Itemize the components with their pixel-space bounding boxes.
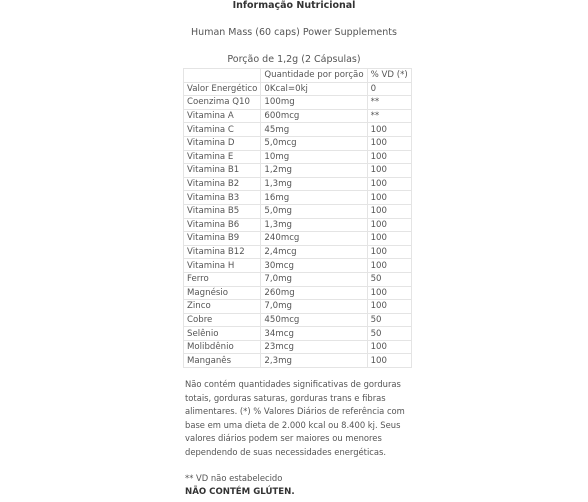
nutrient-name: Vitamina H xyxy=(184,259,261,273)
nutrient-quantity: 10mg xyxy=(261,150,367,164)
column-header-daily-value: % VD (*) xyxy=(367,69,411,83)
nutrient-quantity: 1,3mg xyxy=(261,177,367,191)
nutrient-name: Vitamina E xyxy=(184,150,261,164)
nutrient-daily-value: 100 xyxy=(367,340,411,354)
column-header-quantity: Quantidade por porção xyxy=(261,69,367,83)
table-row xyxy=(184,272,412,286)
nutrient-name: Vitamina B6 xyxy=(184,218,261,232)
table-row xyxy=(184,191,412,205)
nutrient-name: Vitamina D xyxy=(184,136,261,150)
nutrient-quantity: 34mcg xyxy=(261,327,367,341)
nutrient-name: Vitamina B9 xyxy=(184,232,261,246)
nutrient-quantity: 100mg xyxy=(261,96,367,110)
nutrient-daily-value: 100 xyxy=(367,177,411,191)
nutrient-quantity: 0Kcal=0kj xyxy=(261,82,367,96)
nutrient-name: Molibdênio xyxy=(184,340,261,354)
nutrient-daily-value: 100 xyxy=(367,218,411,232)
table-row xyxy=(184,327,412,341)
nutrient-quantity: 600mcg xyxy=(261,109,367,123)
nutrient-quantity: 7,0mg xyxy=(261,300,367,314)
table-row xyxy=(184,218,412,232)
table-row xyxy=(184,150,412,164)
nutrient-quantity: 5,0mg xyxy=(261,204,367,218)
nutrient-quantity: 260mg xyxy=(261,286,367,300)
nutrient-quantity: 450mcg xyxy=(261,313,367,327)
table-row xyxy=(184,109,412,123)
nutrient-name: Zinco xyxy=(184,300,261,314)
nutrient-name: Coenzima Q10 xyxy=(184,96,261,110)
nutrient-daily-value: 100 xyxy=(367,191,411,205)
table-header-row xyxy=(184,69,412,83)
table-row xyxy=(184,96,412,110)
nutrient-daily-value: 100 xyxy=(367,245,411,259)
vd-footnote: ** VD não estabelecido xyxy=(185,473,283,483)
nutrient-daily-value: ** xyxy=(367,96,411,110)
nutrient-daily-value: 100 xyxy=(367,300,411,314)
nutrition-table-body xyxy=(184,82,412,367)
nutrient-daily-value: 100 xyxy=(367,259,411,273)
table-row xyxy=(184,136,412,150)
nutrient-quantity: 5,0mcg xyxy=(261,136,367,150)
nutrient-quantity: 23mcg xyxy=(261,340,367,354)
nutrient-daily-value: 100 xyxy=(367,150,411,164)
nutrient-quantity: 2,4mcg xyxy=(261,245,367,259)
nutrient-name: Vitamina B2 xyxy=(184,177,261,191)
nutrient-quantity: 16mg xyxy=(261,191,367,205)
nutrient-name: Selênio xyxy=(184,327,261,341)
table-row xyxy=(184,313,412,327)
table-row xyxy=(184,300,412,314)
nutrient-name: Vitamina B3 xyxy=(184,191,261,205)
table-row xyxy=(184,340,412,354)
nutrient-quantity: 1,3mg xyxy=(261,218,367,232)
nutrition-table xyxy=(183,68,412,368)
table-row xyxy=(184,164,412,178)
nutrient-quantity: 240mcg xyxy=(261,232,367,246)
nutrient-daily-value: ** xyxy=(367,109,411,123)
nutrient-daily-value: 100 xyxy=(367,286,411,300)
product-name: Human Mass (60 caps) Power Supplements xyxy=(191,27,397,38)
table-row xyxy=(184,259,412,273)
nutrient-quantity: 7,0mg xyxy=(261,272,367,286)
nutrient-daily-value: 50 xyxy=(367,327,411,341)
nutrient-daily-value: 0 xyxy=(367,82,411,96)
table-row xyxy=(184,177,412,191)
table-row xyxy=(184,123,412,137)
nutrient-daily-value: 100 xyxy=(367,354,411,368)
portion-size: Porção de 1,2g (2 Cápsulas) xyxy=(227,54,361,65)
nutrient-name: Valor Energético xyxy=(184,82,261,96)
page-title: Informação Nutricional xyxy=(232,0,356,11)
nutrient-daily-value: 100 xyxy=(367,164,411,178)
nutrient-daily-value: 100 xyxy=(367,204,411,218)
nutrient-daily-value: 100 xyxy=(367,136,411,150)
nutrient-name: Vitamina A xyxy=(184,109,261,123)
nutrient-name: Cobre xyxy=(184,313,261,327)
nutrient-daily-value: 100 xyxy=(367,232,411,246)
column-header-nutrient xyxy=(184,69,261,83)
nutrition-disclaimer: Não contém quantidades significativas de gorduras totais, gorduras saturas, gorduras trans e fibras alimentares. (*) % Valores Diários de referência com base em uma dieta de 2.000 kcal ou 8.400 kj. Seus valores diários podem ser maiores ou menores dependendo de suas necessidades energéticas. xyxy=(185,379,405,457)
nutrient-daily-value: 50 xyxy=(367,313,411,327)
table-row xyxy=(184,354,412,368)
nutrient-name: Vitamina B1 xyxy=(184,164,261,178)
nutrient-quantity: 2,3mg xyxy=(261,354,367,368)
table-row xyxy=(184,82,412,96)
nutrient-name: Manganês xyxy=(184,354,261,368)
nutrient-daily-value: 100 xyxy=(367,123,411,137)
nutrient-name: Magnésio xyxy=(184,286,261,300)
table-row xyxy=(184,232,412,246)
table-row xyxy=(184,286,412,300)
nutrient-daily-value: 50 xyxy=(367,272,411,286)
nutrient-name: Vitamina B12 xyxy=(184,245,261,259)
table-row xyxy=(184,245,412,259)
nutrient-quantity: 1,2mg xyxy=(261,164,367,178)
table-row xyxy=(184,204,412,218)
gluten-statement: NÃO CONTÉM GLÚTEN. xyxy=(185,487,295,497)
nutrient-name: Ferro xyxy=(184,272,261,286)
nutrient-quantity: 30mcg xyxy=(261,259,367,273)
nutrient-name: Vitamina C xyxy=(184,123,261,137)
nutrient-name: Vitamina B5 xyxy=(184,204,261,218)
nutrient-quantity: 45mg xyxy=(261,123,367,137)
